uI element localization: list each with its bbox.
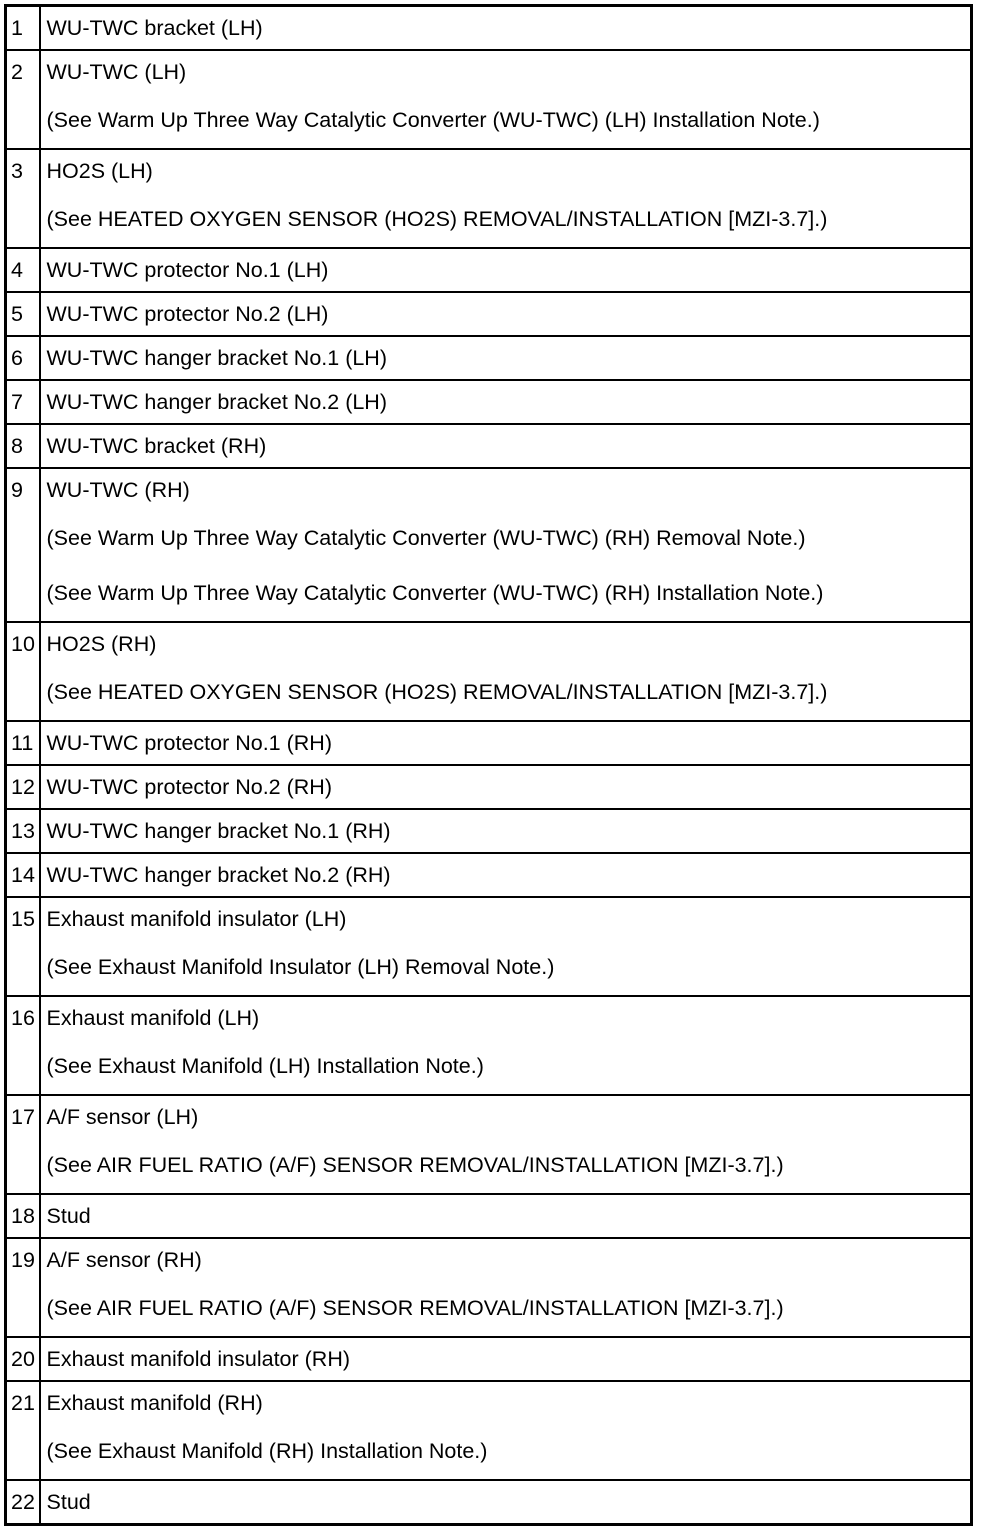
part-name: WU-TWC hanger bracket No.1 (LH) <box>46 346 387 370</box>
item-number-text: 2 <box>11 60 23 84</box>
reference-note: (See Exhaust Manifold Insulator (LH) Removal Note.) <box>46 955 555 979</box>
item-number-text: 17 <box>11 1105 35 1129</box>
table-row <box>6 468 972 622</box>
part-name: WU-TWC protector No.2 (RH) <box>46 775 332 799</box>
item-number <box>6 853 40 897</box>
part-name: Exhaust manifold (RH) <box>46 1391 263 1415</box>
item-description <box>40 6 972 51</box>
reference-note: (See Warm Up Three Way Catalytic Converter (WU-TWC) (LH) Installation Note.) <box>46 108 820 132</box>
item-number-text: 12 <box>11 775 35 799</box>
part-name: WU-TWC bracket (LH) <box>46 16 263 40</box>
item-number-text: 11 <box>11 731 34 755</box>
reference-note: (See Exhaust Manifold (RH) Installation Note.) <box>46 1439 488 1463</box>
item-description <box>40 248 972 292</box>
reference-note: (See Warm Up Three Way Catalytic Converter (WU-TWC) (RH) Installation Note.) <box>46 581 824 605</box>
table-row <box>6 996 972 1095</box>
item-number-text: 21 <box>11 1391 35 1415</box>
table-row <box>6 248 972 292</box>
item-number <box>6 996 40 1095</box>
item-number <box>6 1480 40 1525</box>
reference-note: (See HEATED OXYGEN SENSOR (HO2S) REMOVAL/INSTALLATION [MZI-3.7].) <box>46 207 828 231</box>
item-description <box>40 1337 972 1381</box>
item-number-text: 10 <box>11 632 35 656</box>
item-description <box>40 336 972 380</box>
parts-table-body <box>6 6 972 1525</box>
item-description <box>40 897 972 996</box>
item-number <box>6 50 40 149</box>
item-description <box>40 853 972 897</box>
reference-note: (See HEATED OXYGEN SENSOR (HO2S) REMOVAL/INSTALLATION [MZI-3.7].) <box>46 680 828 704</box>
item-number-text: 8 <box>11 434 23 458</box>
item-number <box>6 336 40 380</box>
part-name: WU-TWC hanger bracket No.2 (LH) <box>46 390 387 414</box>
table-row <box>6 1337 972 1381</box>
part-name: HO2S (RH) <box>46 632 157 656</box>
item-number-text: 5 <box>11 302 23 326</box>
item-description <box>40 1238 972 1337</box>
item-number-text: 15 <box>11 907 35 931</box>
item-description <box>40 1194 972 1238</box>
reference-note: (See Exhaust Manifold (LH) Installation Note.) <box>46 1054 484 1078</box>
item-number <box>6 765 40 809</box>
table-row <box>6 6 972 51</box>
item-number-text: 6 <box>11 346 23 370</box>
item-number <box>6 6 40 51</box>
item-description <box>40 721 972 765</box>
reference-note: (See Warm Up Three Way Catalytic Converter (WU-TWC) (RH) Removal Note.) <box>46 526 806 550</box>
item-number-text: 18 <box>11 1204 35 1228</box>
part-name: WU-TWC hanger bracket No.1 (RH) <box>46 819 391 843</box>
item-description <box>40 1480 972 1525</box>
item-number <box>6 468 40 622</box>
item-number <box>6 424 40 468</box>
item-number <box>6 1381 40 1480</box>
part-name: WU-TWC (LH) <box>46 60 187 84</box>
table-row <box>6 721 972 765</box>
item-description <box>40 380 972 424</box>
table-row <box>6 424 972 468</box>
part-name: WU-TWC protector No.1 (RH) <box>46 731 332 755</box>
item-number-text: 16 <box>11 1006 35 1030</box>
part-name: HO2S (LH) <box>46 159 153 183</box>
table-row <box>6 853 972 897</box>
item-number-text: 22 <box>11 1490 35 1514</box>
item-number <box>6 1194 40 1238</box>
parts-table <box>4 4 973 1526</box>
item-description <box>40 1381 972 1480</box>
item-description <box>40 149 972 248</box>
table-row <box>6 1194 972 1238</box>
part-name: A/F sensor (RH) <box>46 1248 202 1272</box>
item-description <box>40 424 972 468</box>
part-name: WU-TWC (RH) <box>46 478 190 502</box>
item-description <box>40 468 972 622</box>
part-name: A/F sensor (LH) <box>46 1105 199 1129</box>
part-name: WU-TWC bracket (RH) <box>46 434 267 458</box>
item-description <box>40 765 972 809</box>
table-row <box>6 149 972 248</box>
part-name: WU-TWC hanger bracket No.2 (RH) <box>46 863 391 887</box>
item-number-text: 13 <box>11 819 35 843</box>
item-number-text: 1 <box>11 16 23 40</box>
table-row <box>6 622 972 721</box>
part-name: WU-TWC protector No.2 (LH) <box>46 302 329 326</box>
item-description <box>40 996 972 1095</box>
table-row <box>6 1480 972 1525</box>
part-name: Stud <box>46 1204 91 1228</box>
item-number-text: 19 <box>11 1248 35 1272</box>
table-row <box>6 292 972 336</box>
table-row <box>6 765 972 809</box>
item-number-text: 3 <box>11 159 23 183</box>
table-row <box>6 380 972 424</box>
item-number <box>6 149 40 248</box>
table-row <box>6 50 972 149</box>
item-number <box>6 248 40 292</box>
part-name: Stud <box>46 1490 91 1514</box>
item-number <box>6 1238 40 1337</box>
table-row <box>6 809 972 853</box>
table-row <box>6 1238 972 1337</box>
item-number <box>6 292 40 336</box>
table-row <box>6 897 972 996</box>
item-number <box>6 622 40 721</box>
item-description <box>40 809 972 853</box>
reference-note: (See AIR FUEL RATIO (A/F) SENSOR REMOVAL/INSTALLATION [MZI-3.7].) <box>46 1296 784 1320</box>
item-number <box>6 721 40 765</box>
item-number-text: 7 <box>11 390 23 414</box>
item-number <box>6 1095 40 1194</box>
item-description <box>40 622 972 721</box>
table-row <box>6 1381 972 1480</box>
part-name: Exhaust manifold (LH) <box>46 1006 260 1030</box>
table-row <box>6 336 972 380</box>
item-description <box>40 292 972 336</box>
part-name: Exhaust manifold insulator (RH) <box>46 1347 351 1371</box>
item-description <box>40 50 972 149</box>
item-number-text: 9 <box>11 478 23 502</box>
item-number <box>6 1337 40 1381</box>
item-number-text: 14 <box>11 863 35 887</box>
item-number <box>6 809 40 853</box>
item-description <box>40 1095 972 1194</box>
item-number-text: 20 <box>11 1347 35 1371</box>
part-name: WU-TWC protector No.1 (LH) <box>46 258 329 282</box>
table-row <box>6 1095 972 1194</box>
item-number <box>6 897 40 996</box>
item-number <box>6 380 40 424</box>
part-name: Exhaust manifold insulator (LH) <box>46 907 347 931</box>
reference-note: (See AIR FUEL RATIO (A/F) SENSOR REMOVAL/INSTALLATION [MZI-3.7].) <box>46 1153 784 1177</box>
item-number-text: 4 <box>11 258 23 282</box>
